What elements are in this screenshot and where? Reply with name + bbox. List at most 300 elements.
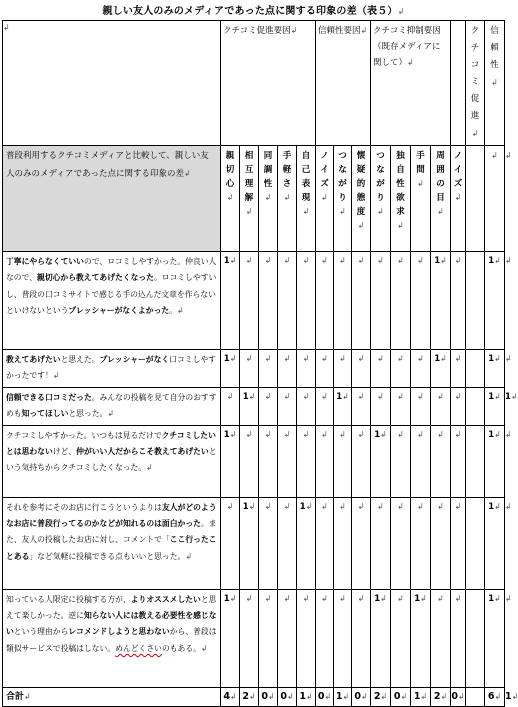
value-cell: [334, 497, 352, 589]
value-cell: [411, 252, 431, 350]
value-cell: [485, 252, 505, 350]
paragraph-mark: ↲: [454, 593, 462, 603]
table-title-text: 親しい友人のみのメディアであった点に関する印象の差（表５）: [102, 6, 398, 17]
row-text-segment: 親切心から教えてあげたくなった: [37, 273, 154, 283]
row-text-segment: と思った。: [68, 409, 108, 419]
row-spacer-cell: [466, 252, 485, 350]
paragraph-mark: ↲: [491, 78, 498, 87]
value-cell: [240, 350, 259, 388]
paragraph-mark: ↲: [440, 256, 447, 265]
value-cell: [221, 252, 240, 350]
table-title: [0, 2, 507, 17]
paragraph-mark: ↲: [494, 691, 502, 701]
value-cell: [391, 589, 411, 687]
paragraph-mark: ↲: [302, 207, 310, 216]
cell-value: 1: [223, 256, 230, 266]
column-header-label: 親切心: [225, 151, 235, 189]
paragraph-mark: ↲: [146, 463, 153, 473]
paragraph-mark: ↲: [339, 354, 346, 363]
paragraph-mark: ↲: [321, 391, 328, 401]
total-value-text: 4: [223, 690, 230, 702]
paragraph-mark: ↲: [454, 501, 462, 511]
total-value: [278, 687, 297, 706]
cell-value: 1: [223, 593, 230, 604]
paragraph-mark: ↲: [321, 256, 328, 265]
row-text-segment: ので、ロコミしやすかった。仲良い人なので、: [6, 257, 217, 283]
paragraph-mark: ↲: [437, 501, 444, 511]
column-header-label: 独自性欲求: [396, 151, 405, 217]
value-cell: [485, 589, 505, 687]
row-text-segment: 知ってほしい: [21, 409, 69, 419]
value-cell: [485, 497, 505, 589]
cell-value: 1: [488, 501, 495, 512]
paragraph-mark: ↲: [400, 691, 408, 701]
cell-value: 1: [414, 593, 421, 604]
table-row: [3, 252, 505, 350]
paragraph-mark: ↲: [229, 256, 237, 265]
value-cell: [278, 589, 297, 687]
total-value-text: 1: [413, 690, 421, 702]
cell-value: 1: [488, 256, 495, 266]
total-value-text: 0: [280, 690, 287, 702]
value-cell: [316, 252, 334, 350]
row-text-segment: 。みんなの投稿を見て自分のおすすめも: [6, 392, 217, 419]
paragraph-mark: ↲: [377, 501, 384, 511]
row-spacer-cell: [466, 589, 485, 687]
paragraph-mark: ↲: [357, 354, 365, 363]
cell-value: 1: [488, 391, 495, 402]
paragraph-mark: ↲: [380, 593, 387, 603]
header-group-row: [3, 21, 505, 146]
value-cell: [221, 497, 240, 589]
cell-value: 1: [223, 354, 230, 364]
paragraph-mark: ↲: [245, 207, 253, 216]
value-cell: [352, 425, 371, 497]
cell-value: 1: [242, 501, 249, 512]
total-value: [431, 687, 451, 706]
column-header: [391, 146, 411, 252]
paragraph-mark: ↲: [248, 691, 256, 701]
cell-value: 1: [336, 391, 343, 402]
paragraph-mark: ↲: [360, 26, 368, 35]
row-text-segment: 友人がどのようなお店に普段行ってるのかなどが知れるのは面白かった: [6, 502, 217, 529]
value-cell: [259, 425, 278, 497]
total-value-text: 2: [242, 690, 249, 702]
paragraph-mark: ↲: [226, 501, 234, 511]
paragraph-mark: ↲: [342, 691, 350, 701]
row-text-segment: ここ行ったことある: [6, 535, 217, 561]
row-description: [3, 589, 221, 687]
paragraph-mark: ↲: [226, 193, 234, 202]
paragraph-mark: ↲: [417, 429, 424, 439]
total-value-text: 2: [373, 690, 381, 702]
total-spacer-cell: [466, 687, 485, 706]
row-text-segment: 。ロコミしやすいし、普段の口コミサイトで感じる手の込んだ文章を作らないといけないという: [6, 273, 217, 316]
table-row: [3, 497, 505, 589]
total-label-text: 合計: [6, 691, 25, 702]
total-value-text: 0: [317, 690, 325, 702]
cell-value: 1: [242, 391, 249, 402]
paragraph-mark: ↲: [339, 593, 346, 603]
row-text-segment: めんどくさい: [115, 643, 162, 653]
paragraph-mark: ↲: [505, 429, 512, 439]
row-spacer-cell: [466, 350, 485, 388]
value-cell: [352, 387, 371, 425]
row-description: [3, 350, 221, 388]
paragraph-mark: ↲: [417, 354, 424, 363]
paragraph-mark: ↲: [494, 256, 501, 265]
value-cell: [221, 425, 240, 497]
paragraph-mark: ↲: [417, 391, 424, 401]
row-text-segment: よりオススメしたい: [130, 594, 201, 604]
paragraph-mark: ↲: [229, 429, 237, 439]
value-cell: [451, 252, 466, 350]
row-text-segment: 丁寧にやらなくていい: [6, 257, 84, 266]
paragraph-mark: ↲: [380, 691, 388, 701]
group-header: [485, 21, 505, 146]
paragraph-mark: ↲: [339, 429, 346, 439]
paragraph-mark: ↲: [494, 593, 501, 603]
paragraph-mark: ↲: [505, 593, 512, 603]
paragraph-mark: ↲: [494, 354, 501, 363]
paragraph-mark: ↲: [397, 354, 404, 363]
value-cell: [431, 350, 451, 388]
paragraph-mark: ↲: [437, 429, 444, 439]
column-header-label: つながり: [376, 151, 385, 203]
column-header-label: 周囲の目: [436, 151, 445, 203]
row-text-segment: から、普段は類似サービスで投稿はしない。: [6, 627, 217, 653]
paragraph-mark: ↲: [339, 207, 346, 216]
paragraph-mark: ↲: [420, 593, 427, 603]
value-cell: [221, 387, 240, 425]
paragraph-mark: ↲: [245, 256, 253, 265]
value-cell: [278, 350, 297, 388]
value-cell: [431, 387, 451, 425]
total-label: [3, 687, 221, 706]
paragraph-mark: ↲: [283, 593, 291, 603]
impression-table: [2, 20, 518, 707]
paragraph-mark: ↲: [229, 354, 237, 363]
paragraph-mark: ↲: [454, 256, 462, 265]
paragraph-mark: ↲: [302, 593, 310, 603]
value-cell: [451, 350, 466, 388]
paragraph-mark: ↲: [505, 354, 512, 363]
paragraph-mark: ↲: [342, 391, 349, 401]
row-text-segment: 仲がいい人だからこそ教えてあげたい: [76, 447, 209, 457]
total-value-text: 0: [261, 690, 268, 702]
paragraph-mark: ↲: [267, 691, 275, 701]
value-cell: [352, 252, 371, 350]
paragraph-mark: ↲: [283, 354, 291, 363]
total-value: [485, 687, 505, 706]
value-cell: [297, 252, 316, 350]
paragraph-mark: ↲: [264, 354, 272, 363]
row-text-segment: 信頼できる口コミだった: [6, 392, 92, 402]
paragraph-mark: ↲: [377, 207, 384, 216]
paragraph-mark: ↲: [264, 501, 272, 511]
value-cell: [391, 497, 411, 589]
value-cell: [431, 252, 451, 350]
value-cell: [334, 350, 352, 388]
paragraph-mark: ↲: [440, 691, 448, 701]
value-cell: [240, 387, 259, 425]
value-cell: [240, 425, 259, 497]
value-cell: [240, 252, 259, 350]
paragraph-mark: ↲: [248, 391, 256, 401]
paragraph-mark: ↲: [397, 256, 404, 265]
paragraph-mark: ↲: [505, 151, 512, 160]
paragraph-mark: ↲: [377, 391, 384, 401]
column-header-label: 同調性: [263, 151, 273, 189]
paragraph-mark: ↲: [339, 256, 346, 265]
row-text-segment: クチコミしたいとは思わない: [6, 430, 216, 457]
column-header: [316, 146, 334, 252]
group-header-label: クチコミ促進: [470, 26, 480, 121]
value-cell: [485, 350, 505, 388]
value-cell: [451, 589, 466, 687]
paragraph-mark: ↲: [305, 501, 313, 511]
column-header-label: つながり: [338, 151, 347, 203]
total-value: [334, 687, 352, 706]
paragraph-mark: ↲: [283, 391, 291, 401]
cell-value: 1: [434, 354, 441, 364]
paragraph-mark: ↲: [510, 391, 518, 401]
value-cell: [352, 350, 371, 388]
paragraph-mark: ↲: [377, 354, 384, 363]
total-value: [391, 687, 411, 706]
row-text-segment: 」など気軽に投稿できる点もいいと思った。: [29, 551, 186, 561]
paragraph-mark: ↲: [321, 501, 328, 511]
paragraph-mark: ↲: [491, 151, 498, 160]
cell-value: 1: [223, 429, 230, 440]
row-description: [3, 497, 221, 589]
value-cell: [334, 252, 352, 350]
paragraph-mark: ↲: [290, 26, 298, 35]
value-cell: [411, 350, 431, 388]
value-cell: [316, 425, 334, 497]
group-header: [466, 21, 485, 146]
paragraph-mark: ↲: [397, 593, 404, 603]
paragraph-mark: ↲: [511, 691, 518, 701]
paragraph-mark: ↲: [397, 7, 405, 16]
row-text-segment: プレッシャーがなく: [99, 355, 170, 364]
paragraph-mark: ↲: [24, 691, 31, 701]
header-column-row: [3, 146, 505, 252]
paragraph-mark: ↲: [454, 429, 462, 439]
paragraph-mark: ↲: [417, 256, 424, 265]
paragraph-mark: ↲: [454, 354, 462, 363]
paragraph-mark: ↲: [302, 256, 310, 265]
column-header-spacer: [466, 146, 485, 252]
paragraph-mark: ↲: [357, 221, 365, 230]
row-text-segment: 。: [169, 306, 177, 316]
corner-header-label: 普段利用するクチコミメディアと比較して、親しい友人のみのメディアであった点に関する印象の差: [6, 151, 209, 179]
value-cell: [431, 497, 451, 589]
row-text-segment: と思えて楽しかった。逆に: [6, 594, 217, 621]
cell-value: 1: [434, 256, 441, 266]
column-header: [371, 146, 391, 252]
paragraph-mark: ↲: [52, 371, 60, 381]
paragraph-mark: ↲: [397, 429, 404, 439]
table-row: [3, 589, 505, 687]
row-spacer-cell: [466, 387, 485, 425]
value-cell: [221, 589, 240, 687]
paragraph-mark: ↲: [494, 501, 501, 511]
paragraph-mark: ↲: [321, 193, 328, 202]
row-text-segment: という気持ちからクチコミしたくなった。: [6, 447, 217, 473]
column-header: [411, 146, 431, 252]
value-cell: [411, 497, 431, 589]
total-value: [352, 687, 371, 706]
paragraph-mark: ↲: [357, 391, 365, 401]
total-value: [221, 687, 240, 706]
value-cell: [297, 589, 316, 687]
total-value-text: 1: [505, 690, 512, 702]
value-cell: [371, 387, 391, 425]
value-cell: [485, 425, 505, 497]
value-cell: [371, 350, 391, 388]
paragraph-mark: ↲: [200, 643, 208, 653]
column-header: [451, 146, 466, 252]
row-text-segment: プレッシャーがなくよかった: [68, 306, 170, 316]
total-value-text: 1: [335, 690, 343, 702]
column-header-label: ノイズ: [320, 151, 329, 189]
value-cell: [451, 425, 466, 497]
paragraph-mark: ↲: [321, 593, 328, 603]
value-cell: [352, 497, 371, 589]
paragraph-mark: ↲: [107, 409, 115, 419]
paragraph-mark: ↲: [283, 429, 291, 439]
value-cell: [259, 387, 278, 425]
value-cell: [316, 497, 334, 589]
column-header: [259, 146, 278, 252]
value-cell: [240, 589, 259, 687]
row-text-segment: クチコミしやすかった。いつもは見るだけで: [6, 430, 162, 440]
paragraph-mark: ↲: [229, 691, 237, 701]
value-cell: [371, 252, 391, 350]
paragraph-mark: ↲: [185, 551, 193, 561]
paragraph-mark: ↲: [264, 593, 272, 603]
row-description: [3, 425, 221, 497]
paragraph-mark: ↲: [302, 391, 310, 401]
value-cell: [259, 497, 278, 589]
row-text-segment: それを参考にそのお店に行こうというよりは: [6, 502, 162, 512]
paragraph-mark: ↲: [505, 256, 512, 265]
total-value: [411, 687, 431, 706]
column-header: [352, 146, 371, 252]
row-text-segment: 口コミしやすかったです！: [6, 355, 216, 381]
value-cell: [334, 589, 352, 687]
total-row: [3, 687, 505, 706]
paragraph-mark: ↲: [184, 169, 191, 178]
paragraph-mark: ↲: [264, 193, 272, 202]
paragraph-mark: ↲: [283, 256, 291, 265]
paragraph-mark: ↲: [229, 593, 237, 603]
paragraph-mark: ↲: [397, 501, 404, 511]
paragraph-mark: ↲: [454, 391, 462, 401]
paragraph-mark: ↲: [494, 391, 501, 401]
column-header-label: 懐疑的態度: [356, 151, 366, 217]
paragraph-mark: ↲: [264, 256, 272, 265]
value-cell: [431, 589, 451, 687]
cell-value: 1: [488, 593, 495, 604]
paragraph-mark: ↲: [420, 691, 428, 701]
row-text-segment: けど、: [52, 447, 77, 457]
total-value: [451, 687, 466, 706]
paragraph-mark: ↲: [357, 501, 365, 511]
group-header: 信頼性要因↲: [316, 21, 371, 146]
row-text-segment: レコメンドしようと思わない: [68, 627, 170, 637]
value-cell: [278, 425, 297, 497]
paragraph-mark: ↲: [245, 429, 253, 439]
paragraph-mark: ↲: [248, 501, 256, 511]
column-header: [240, 146, 259, 252]
value-cell: [297, 387, 316, 425]
row-text-segment: 知らない人には教える必要性を感じない: [6, 611, 217, 637]
paragraph-mark: ↲: [176, 306, 184, 316]
value-cell: [297, 425, 316, 497]
paragraph-mark: ↲: [454, 193, 462, 202]
value-cell: [431, 425, 451, 497]
paragraph-mark: ↲: [321, 429, 328, 439]
group-header-spacer: [451, 21, 466, 146]
value-cell: [316, 589, 334, 687]
value-cell: [391, 252, 411, 350]
column-header: [278, 146, 297, 252]
value-cell: [259, 350, 278, 388]
paragraph-mark: ↲: [377, 256, 384, 265]
total-value: [297, 687, 316, 706]
total-value: [240, 687, 259, 706]
paragraph-mark: ↲: [494, 429, 501, 439]
column-header-label: ノイズ: [453, 151, 463, 189]
table-row: [3, 425, 505, 497]
value-cell: [485, 387, 505, 425]
column-header-label: 手間: [416, 151, 425, 175]
value-cell: [334, 387, 352, 425]
value-cell: [297, 350, 316, 388]
paragraph-mark: ↲: [357, 429, 365, 439]
row-text-segment: 。また、友人の投稿したお店に対し、コメントで「: [6, 519, 217, 545]
value-cell: [371, 425, 391, 497]
value-cell: [371, 497, 391, 589]
paragraph-mark: ↲: [245, 593, 253, 603]
table-row: [3, 387, 505, 425]
value-cell: [411, 425, 431, 497]
total-value-text: 6: [487, 690, 495, 702]
paragraph-mark: ↲: [505, 501, 512, 511]
paragraph-mark: ↲: [264, 429, 272, 439]
value-cell: [451, 497, 466, 589]
paragraph-mark: ↲: [417, 501, 424, 511]
paragraph-mark: ↲: [437, 391, 444, 401]
group-header-label: 信頼性: [490, 26, 499, 70]
value-cell: [278, 387, 297, 425]
value-cell: [391, 350, 411, 388]
paragraph-mark: ↲: [471, 129, 479, 138]
total-value: [316, 687, 334, 706]
paragraph-mark: ↲: [302, 429, 310, 439]
paragraph-mark: ↲: [457, 691, 465, 701]
value-cell: [221, 350, 240, 388]
paragraph-mark: ↲: [397, 221, 404, 230]
total-value-text: 0: [393, 690, 401, 702]
column-header-label: 手軽さ: [282, 151, 292, 189]
paragraph-mark: ↲: [283, 501, 291, 511]
row-text-segment: と思えた。: [60, 355, 100, 364]
paragraph-mark: ↲: [302, 354, 310, 363]
paragraph-mark: ↲: [283, 193, 291, 202]
